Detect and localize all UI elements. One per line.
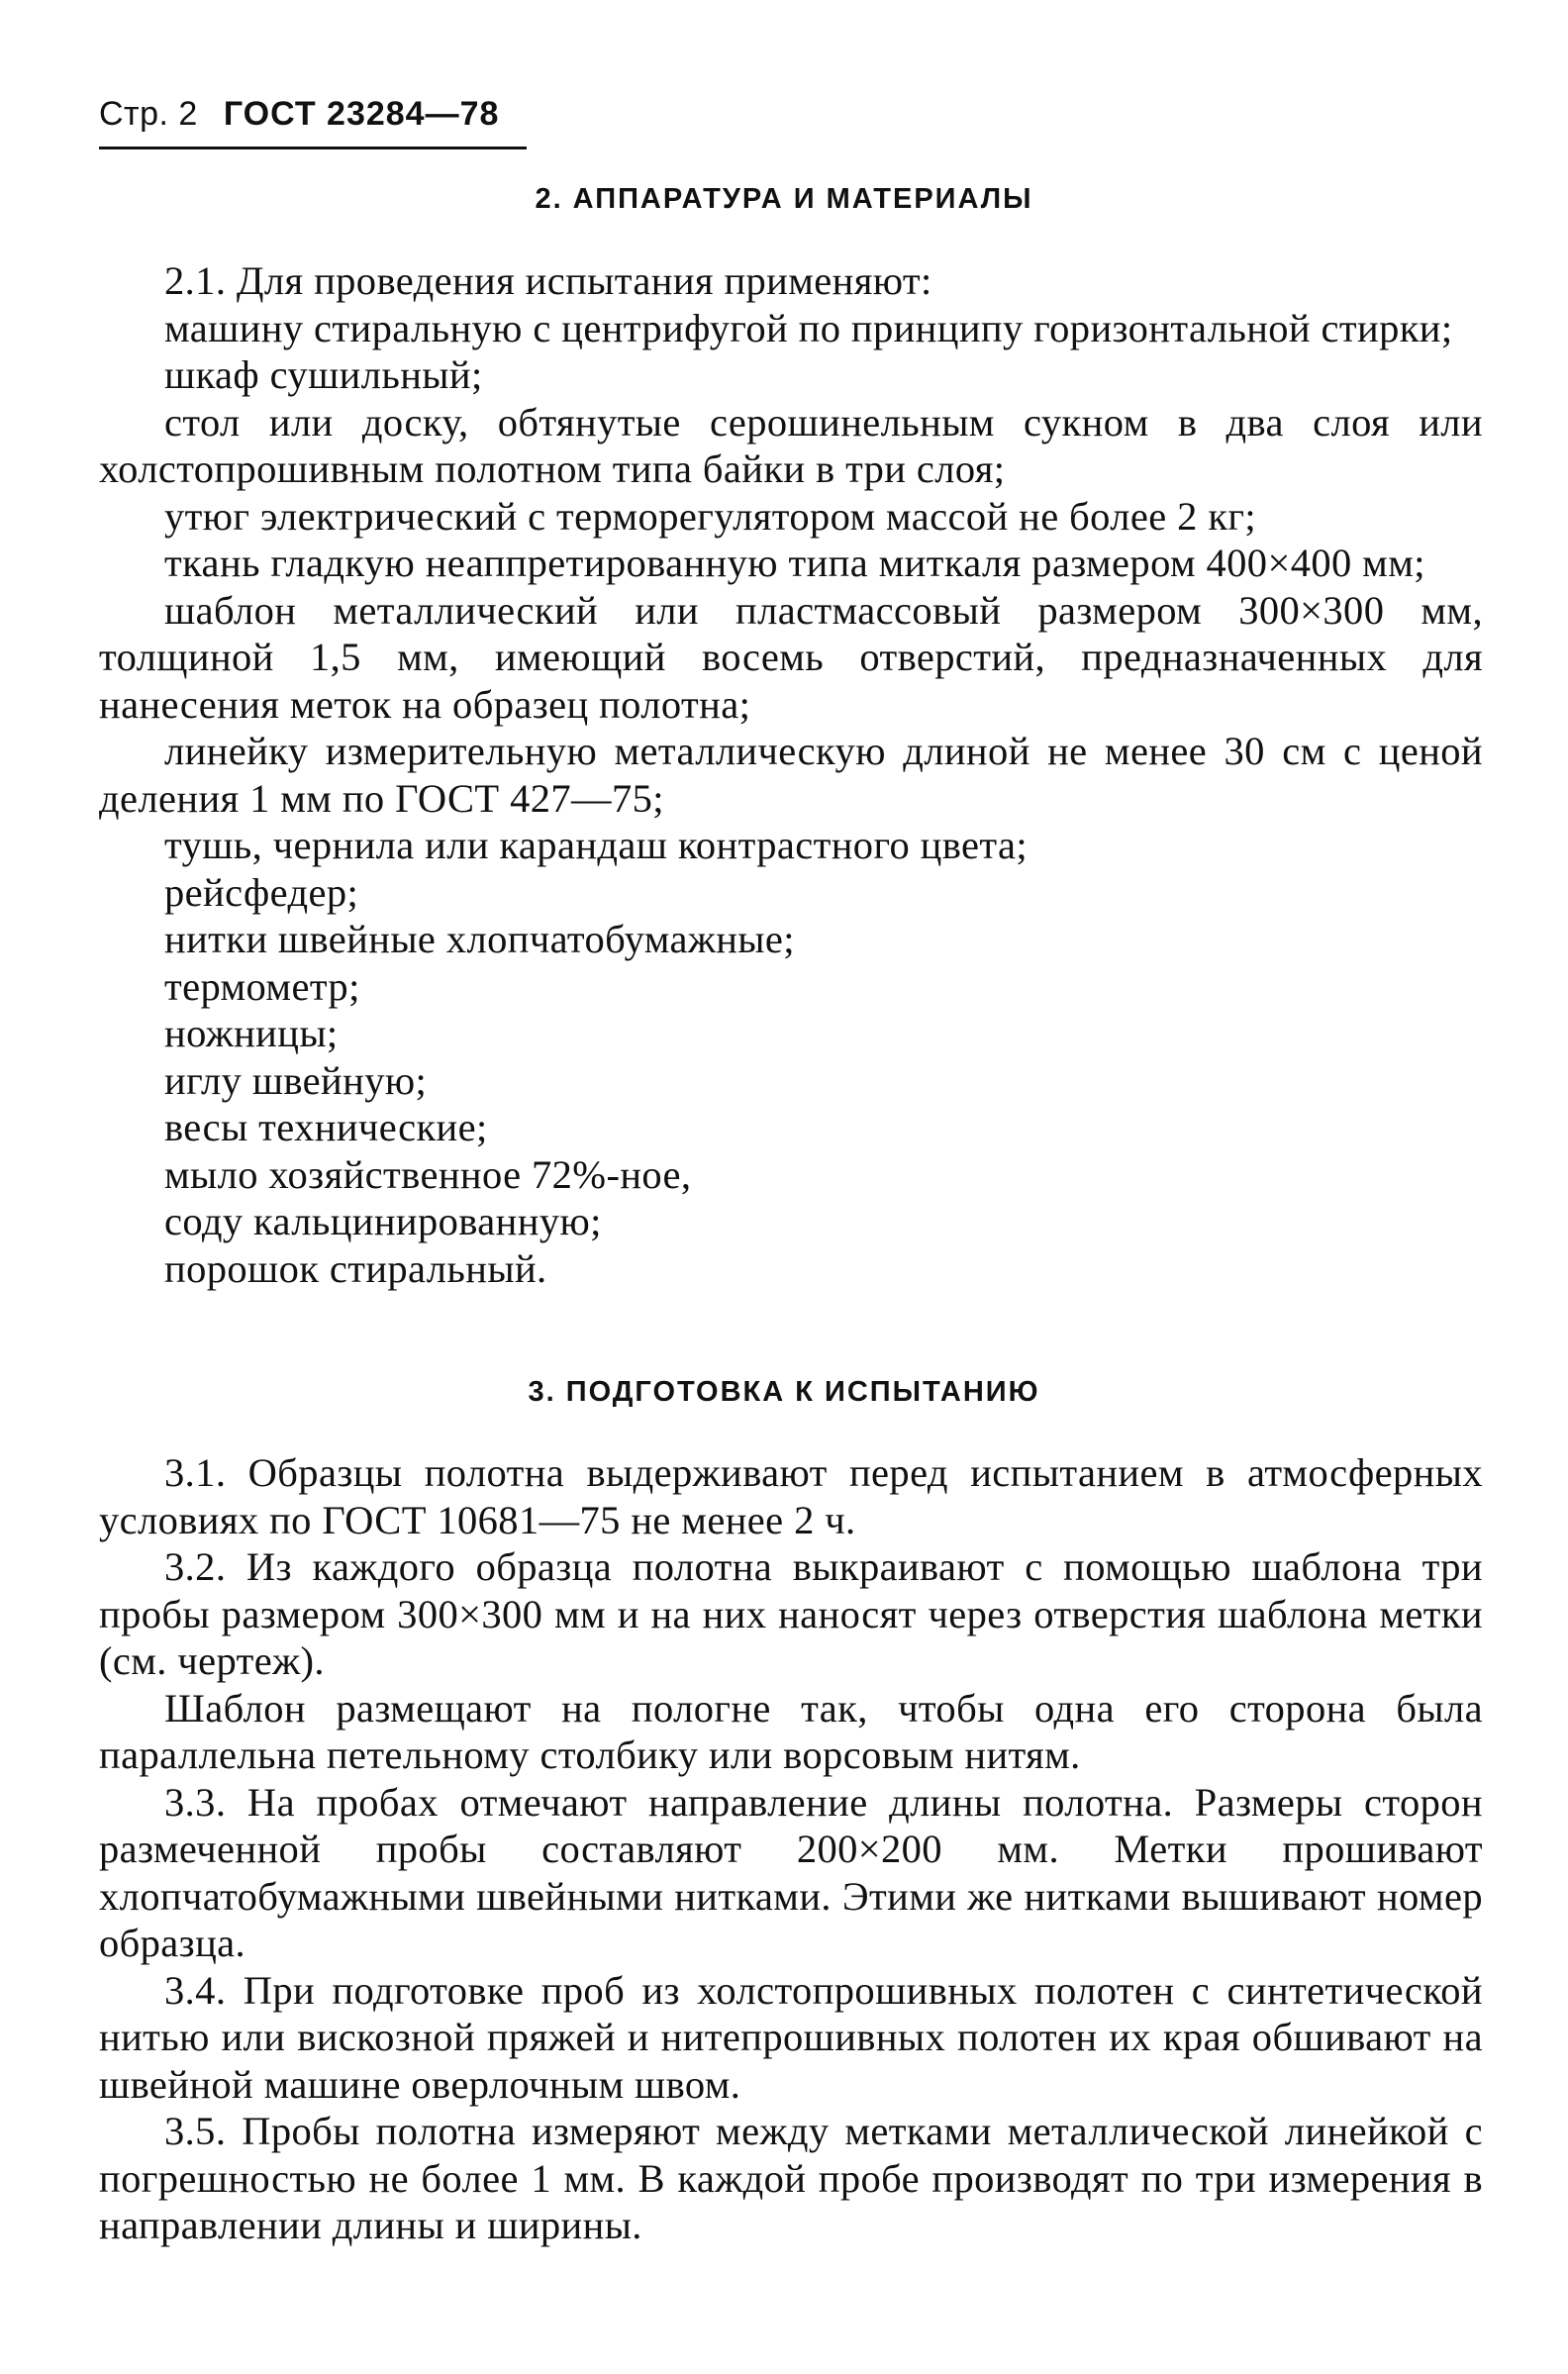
- equipment-item: машину стиральную с центрифугой по принципу горизонтальной стирки;: [164, 305, 1453, 350]
- clause-3-5: 3.5. Пробы полотна измеряют между метками металлической линейкой с погрешностью не более 1 мм. В каждой пробе производят по три измерения в направлении длины и ширины.: [99, 2109, 1483, 2247]
- equipment-item: стол или доску, обтянутые серошинельным сукном в два слоя или холстопрошивным полотном типа байки в три слоя;: [99, 399, 1483, 491]
- section-3-title: 3. ПОДГОТОВКА К ИСПЫТАНИЮ: [528, 1376, 1040, 1408]
- clause-2-1: 2.1. Для проведения испытания применяют:: [164, 258, 932, 303]
- equipment-item: термометр;: [164, 963, 360, 1009]
- equipment-item: мыло хозяйственное 72%-ное,: [164, 1151, 692, 1197]
- clause-3-2: 3.2. Из каждого образца полотна выкраивают с помощью шаблона три пробы размером 300×300 мм и на них наносят через отверстия шаблона метки (см. чертеж).: [99, 1544, 1483, 1683]
- equipment-item: соду кальцинированную;: [164, 1199, 602, 1243]
- equipment-item: шкаф сушильный;: [164, 352, 483, 397]
- equipment-item: порошок стиральный.: [164, 1245, 547, 1291]
- section-2-title: 2. АППАРАТУРА И МАТЕРИАЛЫ: [535, 183, 1033, 215]
- page-number: Стр. 2: [99, 95, 198, 133]
- running-header: [99, 95, 499, 134]
- equipment-item: тушь, чернила или карандаш контрастного цвета;: [164, 823, 1028, 867]
- equipment-item: утюг электрический с терморегулятором массой не более 2 кг;: [164, 493, 1257, 539]
- equipment-item: иглу швейную;: [164, 1057, 428, 1103]
- equipment-item: ножницы;: [164, 1011, 339, 1055]
- clause-3-1: 3.1. Образцы полотна выдерживают перед испытанием в атмосферных условиях по ГОСТ 10681—75 не менее 2 ч.: [99, 1450, 1483, 1542]
- header-rule: [99, 147, 527, 149]
- clause-3-3: 3.3. На пробах отмечают направление длины полотна. Размеры сторон размеченной пробы составляют 200×200 мм. Метки прошивают хлопчатобумажными швейными нитками. Этими же нитками вышивают номер образца.: [99, 1779, 1483, 1965]
- standard-id: ГОСТ 23284—78: [223, 95, 500, 133]
- equipment-item: ткань гладкую неаппретированную типа миткаля размером 400×400 мм;: [164, 541, 1425, 585]
- equipment-item: линейку измерительную металлическую длиной не менее 30 см с ценой деления 1 мм по ГОСТ 427—75;: [99, 729, 1483, 821]
- clause-3-4: 3.4. При подготовке проб из холстопрошивных полотен с синтетической нитью или вискозной пряжей и нитепрошивных полотен их края обшивают на швейной машине оверлочным швом.: [99, 1967, 1483, 2107]
- equipment-item: шаблон металлический или пластмассовый размером 300×300 мм, толщиной 1,5 мм, имеющий восемь отверстий, предназначенных для нанесения меток на образец полотна;: [99, 587, 1483, 727]
- equipment-item: нитки швейные хлопчатобумажные;: [164, 917, 795, 961]
- equipment-item: весы технические;: [164, 1105, 488, 1149]
- section-2-body: [99, 257, 1483, 1292]
- clause-3-2-note: Шаблон размещают на пологне так, чтобы одна его сторона была параллельна петельному столбику или ворсовым нитям.: [99, 1685, 1483, 1777]
- equipment-item: рейсфедер;: [164, 869, 359, 915]
- section-3-body: [99, 1449, 1483, 2249]
